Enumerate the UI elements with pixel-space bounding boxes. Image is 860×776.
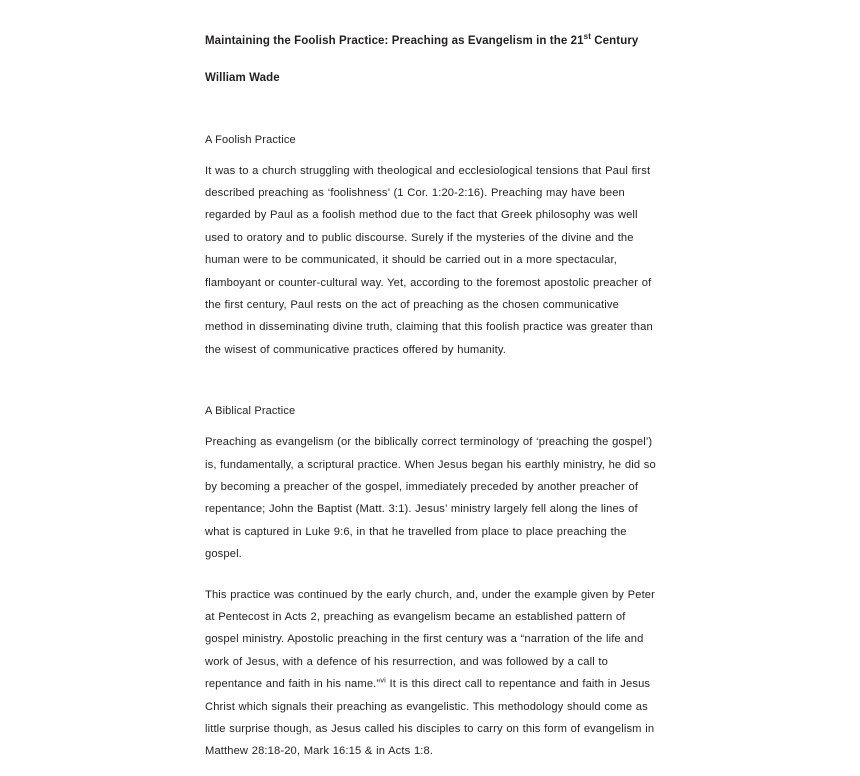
page-title-superscript: st — [583, 32, 591, 42]
page-title-text-part2: Century — [590, 35, 639, 47]
paragraph-biblical-practice-1: Preaching as evangelism (or the biblically correct terminology of ‘preaching the gospel’) is, fundamentally, a scriptural practice. When Jesus began his earthly ministry, he did so by becoming a preacher of the gospel, immediately preceded by another preacher of repentance; John the Baptist (Matt. 3:1). Jesus’ ministry largely fell along the lines of what is captured in Luke 9:6, in that he travelled from place to place preaching the gospel. — [205, 436, 656, 561]
page-title-text-part1: Maintaining the Foolish Practice: Preaching as Evangelism in the 21 — [205, 35, 584, 47]
document-body — [205, 34, 657, 763]
section-heading-biblical-practice: A Biblical Practice — [205, 405, 296, 418]
section-heading-foolish-practice: A Foolish Practice — [205, 133, 296, 146]
page-title — [205, 34, 657, 50]
footnote-marker: vi — [380, 675, 386, 685]
author-name: William Wade — [205, 71, 280, 84]
paragraph-foolish-practice-1: It was to a church struggling with theological and ecclesiological tensions that Paul first described preaching as ‘foolishness’ (1 Cor. 1:20-2:16). Preaching may have been regarded by Paul as a foolish method due to the fact that Greek philosophy was well used to oratory and to public discourse. Surely if the mysteries of the divine and the human were to be communicated, it should be carried out in a more spectacular, flamboyant or counter-cultural way. Yet, according to the foremost apostolic preacher of the first century, Paul rests on the act of preaching as the chosen communicative method in disseminating divine truth, claiming that this foolish practice was greater than the wisest of communicative practices offered by humanity. — [205, 164, 653, 356]
paragraph-text-after-footnote: It is this direct call to repentance and faith in Jesus Christ which signals their preaching as evangelistic. This methodology should come as little surprise though, as Jesus called his disciples to carry on this form of evangelism in Matthew 28:18-20, Mark 16:15 & in Acts 1:8. — [205, 678, 655, 758]
paragraph-biblical-practice-2 — [205, 584, 657, 763]
paragraph-text-before-footnote: This practice was continued by the early church, and, under the example given by Peter at Pentecost in Acts 2, preaching as evangelism became an established pattern of gospel ministry. Apostolic preaching in the first century was a “narration of the life and work of Jesus, with a defence of his resurrection, and was followed by a call to repentance and faith in his name.” — [205, 588, 655, 691]
